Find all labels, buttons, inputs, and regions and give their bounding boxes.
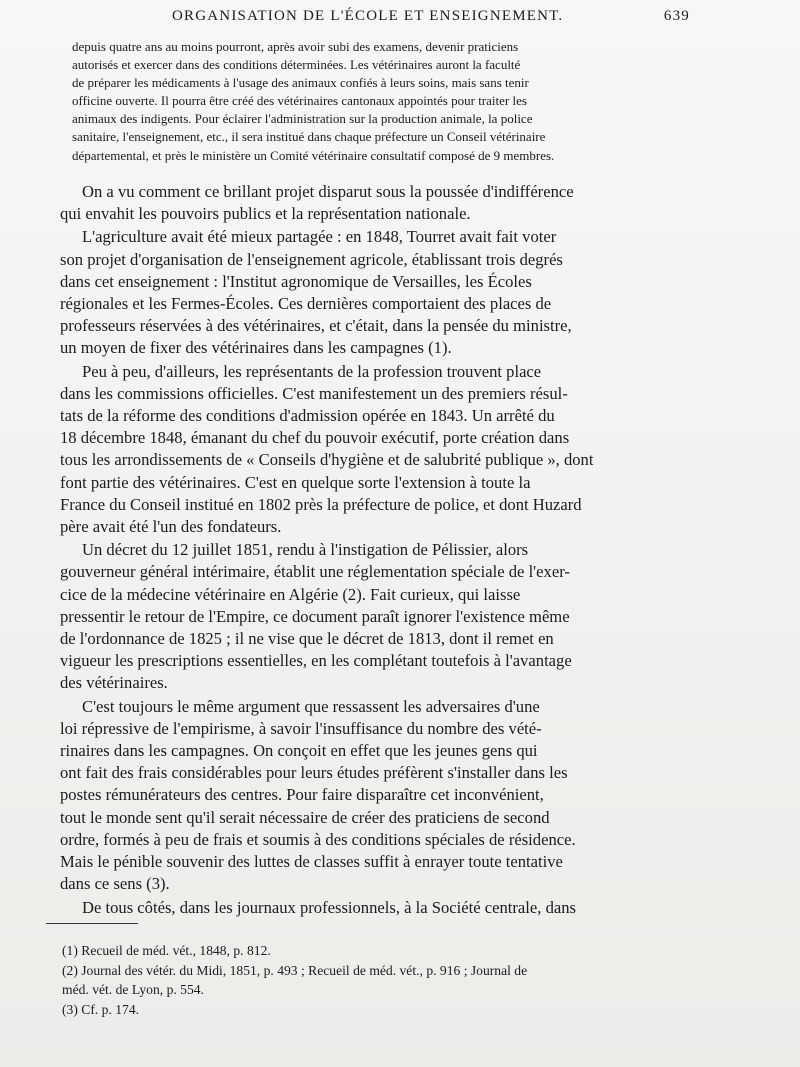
- paragraph: Un décret du 12 juillet 1851, rendu à l'instigation de Pélissier, alors gouverneur général intérimaire, établit une réglementation spéciale de l'exer- cice de la médecine vétérinaire en Algérie (2). Fait curieux, qui laisse pressentir le retour de l'Empire, ce document paraît ignorer l'existence même de l'ordonnance de 1825 ; il ne vise que le décret de 1813, dont il remet en vigueur les prescriptions essentielles, en les complétant toutefois à l'avantage des vétérinaires.: [60, 540, 572, 693]
- paragraph: On a vu comment ce brillant projet disparut sous la poussée d'indifférence qui envahit les pouvoirs publics et la représentation nationale.: [60, 182, 574, 224]
- paragraph: C'est toujours le même argument que ressassent les adversaires d'une loi répressive de l'empirisme, à savoir l'insuffisance du nombre des vété- rinaires dans les campagnes. On conçoit en effet que les jeunes gens qui ont fait des frais considérables pour leurs études préfèrent s'installer dans les postes rémunérateurs des centres. Pour faire disparaître cet inconvénient, tout le monde sent qu'il serait nécessaire de créer des praticiens de second ordre, formés à peu de frais et soumis à des conditions spéciales de résidence. Mais le pénible souvenir des luttes de classes suffit à enrayer toute tentative dans ce sens (3).: [60, 696, 576, 894]
- paragraph: Peu à peu, d'ailleurs, les représentants de la profession trouvent place dans les commissions officielles. C'est manifestement un des premiers résul- tats de la réforme des conditions d'admission opérée en 1843. Un arrêté du 18 décembre 1848, émanant du chef du pouvoir exécutif, porte création dans tous les arrondissements de « Conseils d'hygiène et de salubrité publique », dont font partie des vétérinaires. C'est en quelque sorte l'extension à toute la France du Conseil institué en 1802 près la préfecture de police, et dont Huzard père avait été l'un des fondateurs.: [60, 361, 594, 537]
- footnote: (2) Journal des vétér. du Midi, 1851, p. 493 ; Recueil de méd. vét., p. 916 ; Journal de méd. vét. de Lyon, p. 554.: [62, 962, 528, 997]
- small-print-summary: depuis quatre ans au moins pourront, après avoir subi des examens, devenir praticiens autorisés et exercer dans des conditions déterminées. Les vétérinaires auront la faculté de préparer les médicaments à l'usage des animaux confiés à leurs soins, mais sans tenir officine ouverte. Il pourra être créé des vétérinaires cantonaux appointés pour traiter les animaux des indigents. Pour éclairer l'administration sur la production animale, la police sanitaire, l'enseignement, etc., il sera institué dans chaque préfecture un Conseil vétérinaire départemental, et près le ministère un Comité vétérinaire consultatif composé de 9 membres.: [72, 39, 555, 163]
- page-header: [60, 8, 690, 32]
- paragraph: De tous côtés, dans les journaux professionnels, à la Société centrale, dans: [82, 897, 576, 917]
- page-number: 639: [663, 8, 690, 24]
- paragraph: L'agriculture avait été mieux partagée : en 1848, Tourret avait fait voter son projet d'organisation de l'enseignement agricole, établissant trois degrés dans cet enseignement : l'Institut agronomique de Versailles, les Écoles régionales et les Fermes-Écoles. Ces dernières comportaient des places de professeurs réservées à des vétérinaires, et c'était, dans la pensée du ministre, un moyen de fixer des vétérinaires dans les campagnes (1).: [60, 227, 572, 358]
- footnote: (3) Cf. p. 174.: [62, 1001, 140, 1017]
- footnotes: [46, 941, 682, 1019]
- running-title: ORGANISATION DE L'ÉCOLE ET ENSEIGNEMENT.: [172, 8, 564, 24]
- footnote: (1) Recueil de méd. vét., 1848, p. 812.: [62, 943, 271, 958]
- body-text: [60, 181, 678, 919]
- footnote-rule: [46, 923, 138, 924]
